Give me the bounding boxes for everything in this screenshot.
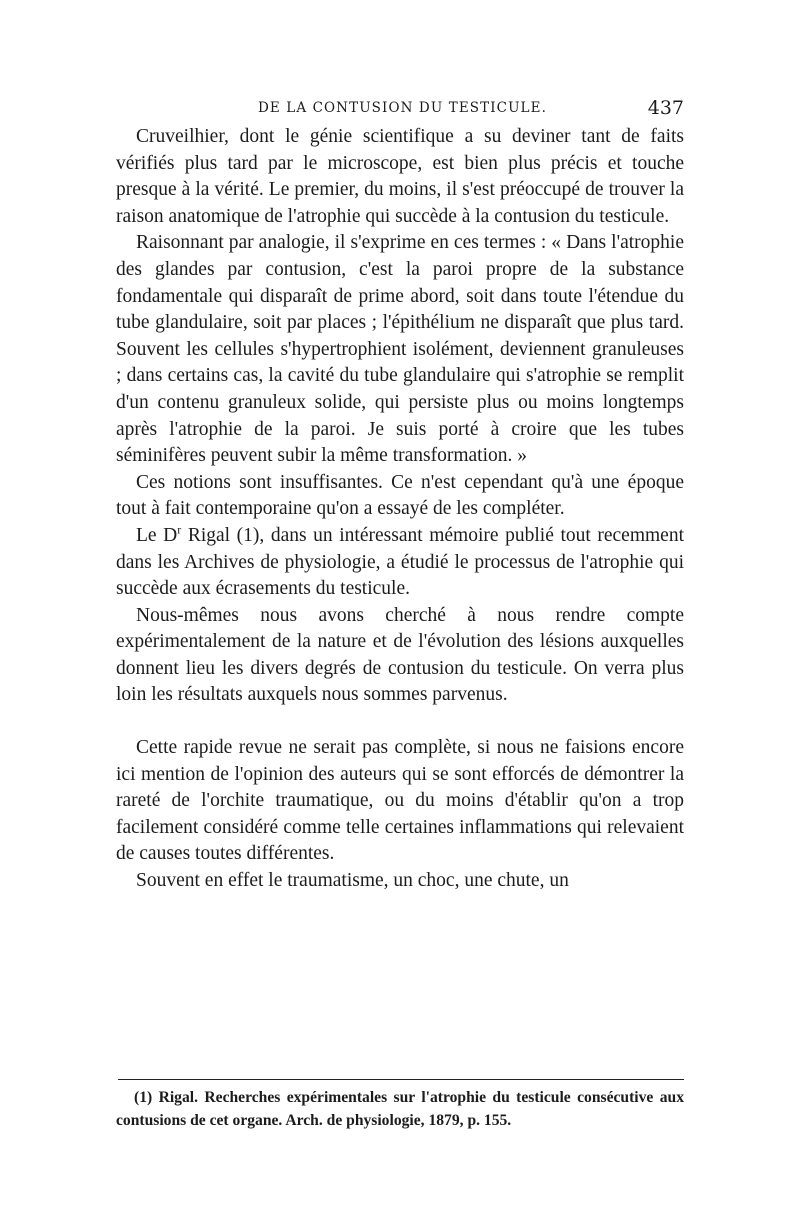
- footnote: [116, 1086, 684, 1132]
- paragraph-notions: Ces notions sont insuffisantes. Ce n'est cependant qu'à une époque tout à fait contemporaine qu'on a essayé de les compléter.: [116, 471, 684, 520]
- running-head: DE LA CONTUSION DU TESTICULE.: [258, 100, 547, 116]
- paragraph-souvent: Souvent en effet le traumatisme, un choc, une chute, un: [136, 870, 569, 892]
- rigal-lead: Le D: [136, 524, 178, 546]
- doctor-superscript: r: [177, 522, 182, 537]
- paragraph-rigal: [116, 523, 684, 603]
- page-number: 437: [647, 97, 684, 119]
- page-header: [116, 98, 684, 122]
- rigal-text: Rigal (1), dans un intéressant mémoire publié tout recemment dans les Archives de physiologie, a étudié le processus de l'atrophie qui succède aux écrasements du testicule.: [116, 524, 684, 600]
- footnote-divider: [118, 1079, 684, 1080]
- paragraph-nous-memes: Nous-mêmes nous avons cherché à nous rendre compte expérimentalement de la nature et de l'évolution des lésions auxquelles donnent lieu les divers degrés de contusion du testicule. On verra plus loin les résultats auxquels nous sommes parvenus.: [116, 604, 684, 706]
- paragraph-analogie-quote: Raisonnant par analogie, il s'exprime en ces termes : « Dans l'atrophie des glandes par contusion, c'est la paroi propre de la substance fondamentale qui disparaît de prime abord, soit dans toute l'étendue du tube glandulaire, soit par places ; l'épithélium ne disparaît que plus tard. Souvent les cellules s'hypertrophient isolément, deviennent granuleuses ; dans certains cas, la cavité du tube glandulaire qui s'atrophie se remplit d'un contenu granuleux solide, qui persiste plus ou moins longtemps après l'atrophie de la paroi. Je suis porté à croire que les tubes séminifères peuvent subir la même transformation. »: [116, 232, 684, 467]
- paragraph-cruveilhier: Cruveilhier, dont le génie scientifique a su deviner tant de faits vérifiés plus tard par le microscope, est bien plus précis et touche presque à la vérité. Le premier, du moins, il s'est préoccupé de trouver la raison anatomique de l'atrophie qui succède à la contusion du testicule.: [116, 126, 684, 227]
- body-text: [116, 124, 684, 895]
- paragraph-revue: Cette rapide revue ne serait pas complète, si nous ne faisions encore ici mention de l'opinion des auteurs qui se sont efforcés de démontrer la rareté de l'orchite traumatique, ou du moins d'établir qu'on a trop facilement considéré comme telle certaines inflammations qui relevaient de causes toutes différentes.: [116, 737, 684, 865]
- footnote-text: (1) Rigal. Recherches expérimentales sur l'atrophie du testicule consécutive aux contusions de cet organe. Arch. de physiologie, 1879, p. 155.: [116, 1089, 684, 1129]
